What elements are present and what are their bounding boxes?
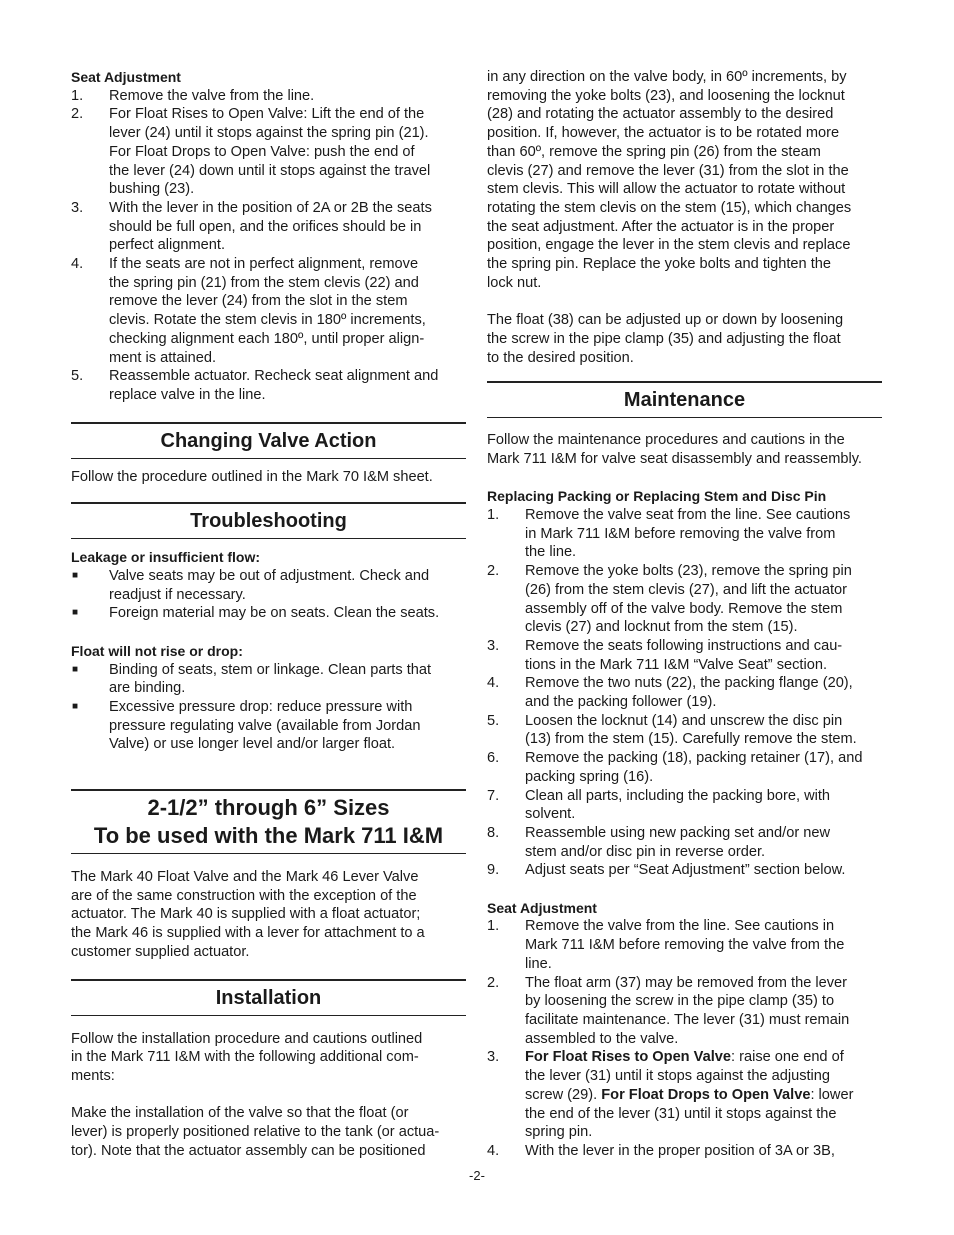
- list-item: [487, 637, 882, 674]
- continued-line: the seat adjustment. After the actuator is in the proper: [487, 218, 835, 235]
- bullet-item-line: Excessive pressure drop: reduce pressure with: [109, 698, 413, 715]
- float-drops-label: For Float Drops to Open Valve: [601, 1086, 811, 1103]
- list-item: [487, 1142, 882, 1161]
- list-item-line: facilitate maintenance. The lever (31) must remain: [525, 1012, 850, 1028]
- list-item-line: line.: [525, 955, 552, 972]
- list-item-line: For Float Rises to Open Valve: Lift the end of the: [109, 106, 425, 123]
- continued-line: stem clevis. This will allow the actuator to rotate without: [487, 181, 846, 198]
- bullet-icon: ■: [72, 607, 79, 619]
- right-seat-adjustment-list: [487, 917, 882, 1160]
- list-item-line: If the seats are not in perfect alignment, remove: [109, 256, 419, 273]
- seat-adjustment-heading: Seat Adjustment: [71, 69, 181, 85]
- sizes-line: The Mark 40 Float Valve and the Mark 46 Lever Valve: [71, 869, 419, 886]
- sizes-heading: [71, 789, 466, 854]
- list-item: [487, 712, 882, 749]
- list-item-number: 1.: [71, 87, 84, 104]
- bullet-icon: ■: [72, 700, 79, 712]
- list-item-number: 2.: [487, 563, 500, 580]
- list-item-line: the lever (31) until it stops against the adjusting: [525, 1068, 831, 1085]
- list-item-line: remove the lever (24) from the slot in the stem: [109, 293, 408, 310]
- float-line: The float (38) can be adjusted up or down by loosening: [487, 312, 844, 329]
- installation-continued-paragraph: [487, 68, 882, 292]
- sizes-line: are of the same construction with the exception of the: [71, 887, 417, 904]
- list-item-number: 5.: [487, 712, 500, 729]
- sizes-heading-line1: 2-1/2” through 6” Sizes: [147, 795, 390, 821]
- maintenance-line: Follow the maintenance procedures and cautions in the: [487, 432, 845, 449]
- float-issue-list: [71, 661, 466, 755]
- sizes-line: the Mark 46 is supplied with a lever for attachment to a: [71, 925, 425, 942]
- list-item-line: Adjust seats per “Seat Adjustment” section below.: [525, 862, 846, 879]
- sizes-line: customer supplied actuator.: [71, 943, 250, 960]
- leakage-list: [71, 567, 466, 623]
- sizes-heading-line2: To be used with the Mark 711 I&M: [93, 823, 444, 849]
- list-item-line: stem and/or disc pin in reverse order.: [525, 843, 766, 860]
- left-column: [71, 68, 466, 1161]
- sizes-line: actuator. The Mark 40 is supplied with a float actuator;: [71, 906, 421, 923]
- list-item-line: Remove the valve from the line. See cautions in: [525, 918, 835, 935]
- list-item-line: With the lever in the proper position of 3A or 3B,: [525, 1142, 835, 1159]
- list-item-line: the line.: [525, 544, 577, 561]
- maintenance-paragraph: [487, 431, 882, 468]
- bullet-item-line: Valve seats may be out of adjustment. Check and: [109, 568, 430, 585]
- packing-steps-list: [487, 506, 882, 880]
- list-item-line: checking alignment each 180º, until proper align-: [109, 330, 425, 347]
- float-issue-heading: Float will not rise or drop:: [71, 642, 243, 659]
- list-item-line: clevis (27) and locknut from the stem (15).: [525, 619, 798, 636]
- list-item-line: Reassemble using new packing set and/or new: [525, 824, 831, 841]
- list-item-line: the lever (24) down until it stops against the travel: [109, 162, 431, 179]
- continued-line: in any direction on the valve body, in 60º increments, by: [487, 69, 847, 85]
- installation-line: ments:: [71, 1068, 115, 1084]
- list-item-number: 9.: [487, 862, 500, 879]
- list-item-number: 3.: [71, 199, 84, 216]
- bullet-icon: ■: [72, 663, 79, 675]
- list-item-line: With the lever in the position of 2A or 2B the seats: [109, 199, 432, 216]
- list-item-line: perfect alignment.: [109, 237, 226, 254]
- list-item-line: packing spring (16).: [525, 768, 654, 785]
- list-item: [487, 674, 882, 711]
- installation-line: in the Mark 711 I&M with the following additional com-: [71, 1049, 419, 1066]
- list-item-line: Reassemble actuator. Recheck seat alignment and: [109, 368, 439, 385]
- page-number: -2-: [469, 1168, 485, 1183]
- list-item-line: Remove the yoke bolts (23), remove the spring pin: [525, 563, 852, 580]
- changing-valve-action-text: Follow the procedure outlined in the Mark 70 I&M sheet.: [71, 468, 433, 485]
- list-item-number: 3.: [487, 637, 500, 654]
- list-item: [487, 787, 882, 824]
- list-item-line: in Mark 711 I&M before removing the valve from: [525, 525, 836, 542]
- list-item-line: ment is attained.: [109, 349, 217, 366]
- float-rises-label: For Float Rises to Open Valve: [525, 1049, 731, 1066]
- list-item-number: 1.: [487, 918, 500, 935]
- list-item-text: : raise one end of: [731, 1049, 844, 1066]
- list-item-line: Remove the packing (18), packing retainer (17), and: [525, 750, 863, 767]
- troubleshooting-heading: Troubleshooting: [71, 502, 466, 539]
- bullet-item-line: pressure regulating valve (available from Jordan: [109, 717, 421, 734]
- list-item-line: Loosen the locknut (14) and unscrew the disc pin: [525, 712, 843, 729]
- continued-line: removing the yoke bolts (23), and loosening the locknut: [487, 87, 845, 104]
- list-item-line: Remove the valve from the line.: [109, 87, 315, 104]
- list-item-line: clevis. Rotate the stem clevis in 180º increments,: [109, 312, 426, 329]
- list-item-line: Mark 711 I&M before removing the valve from the: [525, 937, 845, 954]
- list-item: [487, 749, 882, 786]
- list-item-line: (13) from the stem (15). Carefully remove the stem.: [525, 731, 857, 748]
- list-item-line: replace valve in the line.: [109, 386, 266, 403]
- continued-line: lock nut.: [487, 274, 542, 291]
- right-column: [487, 68, 882, 1161]
- list-item-line: by loosening the screw in the pipe clamp (35) to: [525, 993, 835, 1010]
- list-item: [71, 367, 466, 404]
- list-item-line: [525, 1086, 882, 1105]
- list-item-number: 4.: [71, 256, 84, 273]
- installation-line: lever) is properly positioned relative to the tank (or actua-: [71, 1124, 440, 1141]
- list-item: [71, 199, 466, 255]
- installation-line: Follow the installation procedure and cautions outlined: [71, 1030, 423, 1047]
- list-item-line: the end of the lever (31) until it stops against the: [525, 1105, 837, 1122]
- bullet-item-line: Valve) or use longer level and/or larger float.: [109, 736, 396, 753]
- list-item-number: 7.: [487, 787, 500, 804]
- maintenance-heading: Maintenance: [487, 381, 882, 418]
- installation-paragraph-2: [71, 1104, 466, 1160]
- continued-line: clevis (27) and remove the lever (31) from the slot in the: [487, 162, 849, 179]
- list-item-line: lever (24) until it stops against the spring pin (21).: [109, 125, 429, 142]
- continued-line: than 60º, remove the spring pin (26) from the steam: [487, 143, 821, 160]
- list-item: [487, 974, 882, 1049]
- list-item-line: The float arm (37) may be removed from the lever: [525, 974, 847, 991]
- list-item: [487, 562, 882, 637]
- list-item-line: solvent.: [525, 806, 576, 823]
- list-item-line: spring pin.: [525, 1124, 593, 1141]
- list-item-line: (26) from the stem clevis (27), and lift the actuator: [525, 581, 848, 598]
- sizes-paragraph: [71, 868, 466, 962]
- list-item: [487, 1048, 882, 1142]
- list-item: [487, 861, 882, 880]
- continued-line: the spring pin. Replace the yoke bolts and tighten the: [487, 256, 831, 273]
- changing-valve-action-heading: Changing Valve Action: [71, 422, 466, 459]
- list-item-line: Remove the valve seat from the line. See cautions: [525, 507, 851, 524]
- right-seat-adjustment-heading: Seat Adjustment: [487, 899, 597, 916]
- bullet-icon: ■: [72, 570, 79, 582]
- list-item-number: 4.: [487, 1142, 500, 1159]
- list-item-line: For Float Drops to Open Valve: push the end of: [109, 143, 415, 160]
- leakage-heading: Leakage or insufficient flow:: [71, 549, 261, 566]
- continued-line: (28) and rotating the actuator assembly to the desired: [487, 106, 834, 123]
- continued-line: rotating the stem clevis on the stem (15), which changes: [487, 199, 852, 216]
- bullet-item: [71, 604, 466, 623]
- list-item: [71, 87, 466, 106]
- list-item-number: 2.: [71, 106, 84, 123]
- list-item-line: [525, 1048, 882, 1067]
- list-item-number: 5.: [71, 368, 84, 385]
- list-item-number: 1.: [487, 507, 500, 524]
- list-item: [71, 105, 466, 199]
- list-item-line: the spring pin (21) from the stem clevis (22) and: [109, 274, 419, 291]
- list-item-line: assembly off of the valve body. Remove the stem: [525, 600, 843, 617]
- bullet-item: [71, 567, 466, 604]
- float-line: to the desired position.: [487, 349, 634, 366]
- list-item-number: 8.: [487, 824, 500, 841]
- list-item: [71, 255, 466, 367]
- list-item-number: 3.: [487, 1049, 500, 1066]
- bullet-item-line: Binding of seats, stem or linkage. Clean parts that: [109, 661, 432, 678]
- bullet-item-line: readjust if necessary.: [109, 586, 246, 603]
- maintenance-line: Mark 711 I&M for valve seat disassembly and reassembly.: [487, 450, 862, 467]
- list-item-line: should be full open, and the orifices should be in: [109, 218, 422, 235]
- list-item-number: 6.: [487, 750, 500, 767]
- list-item-text: : lower: [810, 1086, 854, 1103]
- continued-line: position, engage the lever in the stem clevis and replace: [487, 237, 851, 254]
- float-adjust-paragraph: [487, 311, 882, 367]
- float-line: the screw in the pipe clamp (35) and adjusting the float: [487, 330, 841, 347]
- bullet-item-line: Foreign material may be on seats. Clean the seats.: [109, 605, 440, 622]
- list-item-number: 4.: [487, 675, 500, 692]
- list-item: [487, 506, 882, 562]
- list-item-line: Remove the two nuts (22), the packing flange (20),: [525, 675, 853, 692]
- installation-heading: Installation: [71, 979, 466, 1016]
- bullet-item: [71, 661, 466, 698]
- list-item-line: Clean all parts, including the packing bore, with: [525, 787, 831, 804]
- installation-line: tor). Note that the actuator assembly can be positioned: [71, 1142, 426, 1159]
- list-item: [487, 824, 882, 861]
- bullet-item: [71, 698, 466, 754]
- list-item-line: assembled to the valve.: [525, 1030, 679, 1047]
- list-item-line: tions in the Mark 711 I&M “Valve Seat” section.: [525, 656, 828, 673]
- continued-line: position. If, however, the actuator is to be rotated more: [487, 125, 840, 142]
- list-item-line: bushing (23).: [109, 181, 195, 198]
- list-item-text: screw (29).: [525, 1086, 602, 1103]
- installation-paragraph-1: [71, 1030, 466, 1086]
- packing-heading: Replacing Packing or Replacing Stem and Disc Pin: [487, 488, 827, 505]
- bullet-item-line: are binding.: [109, 680, 186, 697]
- list-item: [487, 917, 882, 973]
- list-item-number: 2.: [487, 974, 500, 991]
- installation-line: Make the installation of the valve so that the float (or: [71, 1105, 409, 1122]
- seat-adjustment-list: [71, 87, 466, 405]
- list-item-line: and the packing follower (19).: [525, 694, 717, 711]
- list-item-line: Remove the seats following instructions and cau-: [525, 637, 843, 654]
